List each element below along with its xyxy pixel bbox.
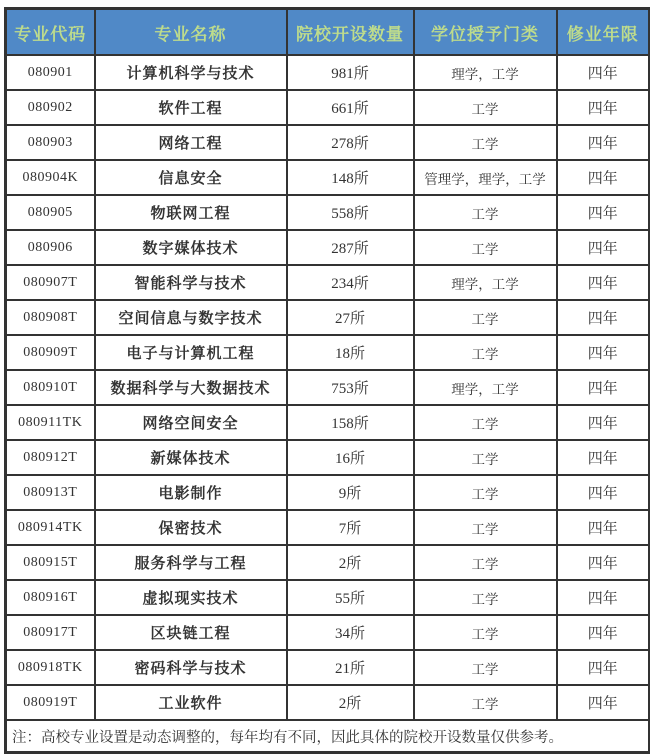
degree-category-cell: 工学 xyxy=(414,545,557,580)
major-name-cell: 网络工程 xyxy=(95,125,287,160)
degree-category-cell: 工学 xyxy=(414,125,557,160)
major-code-cell: 080909T xyxy=(6,335,95,370)
note-row xyxy=(6,720,650,753)
table-row xyxy=(6,510,650,545)
table-row xyxy=(6,265,650,300)
school-count-cell: 16所 xyxy=(287,440,414,475)
major-code-cell: 080912T xyxy=(6,440,95,475)
major-name-cell: 数据科学与大数据技术 xyxy=(95,370,287,405)
table-row xyxy=(6,195,650,230)
major-name-cell: 网络空间安全 xyxy=(95,405,287,440)
study-years-cell: 四年 xyxy=(557,230,650,265)
study-years-cell: 四年 xyxy=(557,615,650,650)
degree-category-cell: 工学 xyxy=(414,475,557,510)
major-code-cell: 080915T xyxy=(6,545,95,580)
degree-category-cell: 工学 xyxy=(414,90,557,125)
school-count-cell: 278所 xyxy=(287,125,414,160)
study-years-cell: 四年 xyxy=(557,90,650,125)
school-count-cell: 27所 xyxy=(287,300,414,335)
degree-category-cell: 理学，工学 xyxy=(414,370,557,405)
table-row xyxy=(6,615,650,650)
major-code-cell: 080919T xyxy=(6,685,95,720)
school-count-cell: 234所 xyxy=(287,265,414,300)
table-row xyxy=(6,125,650,160)
major-name-cell: 电影制作 xyxy=(95,475,287,510)
study-years-cell: 四年 xyxy=(557,685,650,720)
degree-category-cell: 工学 xyxy=(414,195,557,230)
major-code-cell: 080902 xyxy=(6,90,95,125)
major-name-cell: 工业软件 xyxy=(95,685,287,720)
major-code-cell: 080905 xyxy=(6,195,95,230)
major-name-cell: 智能科学与技术 xyxy=(95,265,287,300)
table-body xyxy=(6,55,650,720)
table-row xyxy=(6,160,650,195)
majors-table xyxy=(4,7,650,754)
degree-category-cell: 工学 xyxy=(414,580,557,615)
study-years-cell: 四年 xyxy=(557,405,650,440)
major-code-cell: 080904K xyxy=(6,160,95,195)
major-code-cell: 080911TK xyxy=(6,405,95,440)
degree-category-cell: 工学 xyxy=(414,440,557,475)
study-years-cell: 四年 xyxy=(557,335,650,370)
study-years-cell: 四年 xyxy=(557,475,650,510)
major-code-cell: 080916T xyxy=(6,580,95,615)
table-row xyxy=(6,440,650,475)
school-count-cell: 661所 xyxy=(287,90,414,125)
degree-category-cell: 理学，工学 xyxy=(414,55,557,90)
degree-category-cell: 管理学，理学，工学 xyxy=(414,160,557,195)
study-years-cell: 四年 xyxy=(557,370,650,405)
school-count-cell: 2所 xyxy=(287,545,414,580)
school-count-cell: 18所 xyxy=(287,335,414,370)
study-years-cell: 四年 xyxy=(557,125,650,160)
table-row xyxy=(6,405,650,440)
study-years-cell: 四年 xyxy=(557,300,650,335)
col-header-degree-category: 学位授予门类 xyxy=(414,9,557,56)
study-years-cell: 四年 xyxy=(557,55,650,90)
major-code-cell: 080913T xyxy=(6,475,95,510)
major-name-cell: 信息安全 xyxy=(95,160,287,195)
degree-category-cell: 工学 xyxy=(414,650,557,685)
degree-category-cell: 工学 xyxy=(414,405,557,440)
major-code-cell: 080907T xyxy=(6,265,95,300)
major-name-cell: 软件工程 xyxy=(95,90,287,125)
school-count-cell: 55所 xyxy=(287,580,414,615)
major-name-cell: 计算机科学与技术 xyxy=(95,55,287,90)
degree-category-cell: 理学，工学 xyxy=(414,265,557,300)
table-row xyxy=(6,580,650,615)
table-row xyxy=(6,300,650,335)
degree-category-cell: 工学 xyxy=(414,230,557,265)
major-code-cell: 080914TK xyxy=(6,510,95,545)
school-count-cell: 34所 xyxy=(287,615,414,650)
major-code-cell: 080918TK xyxy=(6,650,95,685)
major-name-cell: 保密技术 xyxy=(95,510,287,545)
major-code-cell: 080917T xyxy=(6,615,95,650)
school-count-cell: 148所 xyxy=(287,160,414,195)
school-count-cell: 981所 xyxy=(287,55,414,90)
degree-category-cell: 工学 xyxy=(414,685,557,720)
study-years-cell: 四年 xyxy=(557,160,650,195)
major-name-cell: 虚拟现实技术 xyxy=(95,580,287,615)
school-count-cell: 558所 xyxy=(287,195,414,230)
study-years-cell: 四年 xyxy=(557,510,650,545)
major-code-cell: 080908T xyxy=(6,300,95,335)
major-name-cell: 区块链工程 xyxy=(95,615,287,650)
degree-category-cell: 工学 xyxy=(414,300,557,335)
major-name-cell: 密码科学与技术 xyxy=(95,650,287,685)
major-name-cell: 物联网工程 xyxy=(95,195,287,230)
major-code-cell: 080910T xyxy=(6,370,95,405)
col-header-major-name: 专业名称 xyxy=(95,9,287,56)
study-years-cell: 四年 xyxy=(557,195,650,230)
school-count-cell: 7所 xyxy=(287,510,414,545)
school-count-cell: 287所 xyxy=(287,230,414,265)
table-row xyxy=(6,475,650,510)
table-row xyxy=(6,90,650,125)
school-count-cell: 158所 xyxy=(287,405,414,440)
school-count-cell: 9所 xyxy=(287,475,414,510)
school-count-cell: 21所 xyxy=(287,650,414,685)
col-header-study-years: 修业年限 xyxy=(557,9,650,56)
degree-category-cell: 工学 xyxy=(414,615,557,650)
major-code-cell: 080901 xyxy=(6,55,95,90)
table-row xyxy=(6,650,650,685)
school-count-cell: 753所 xyxy=(287,370,414,405)
major-name-cell: 空间信息与数字技术 xyxy=(95,300,287,335)
major-name-cell: 电子与计算机工程 xyxy=(95,335,287,370)
major-name-cell: 数字媒体技术 xyxy=(95,230,287,265)
major-name-cell: 服务科学与工程 xyxy=(95,545,287,580)
study-years-cell: 四年 xyxy=(557,265,650,300)
school-count-cell: 2所 xyxy=(287,685,414,720)
degree-category-cell: 工学 xyxy=(414,335,557,370)
header-row xyxy=(6,9,650,56)
study-years-cell: 四年 xyxy=(557,440,650,475)
study-years-cell: 四年 xyxy=(557,545,650,580)
col-header-major-code: 专业代码 xyxy=(6,9,95,56)
table-row xyxy=(6,685,650,720)
table-row xyxy=(6,335,650,370)
col-header-school-count: 院校开设数量 xyxy=(287,9,414,56)
table-row xyxy=(6,230,650,265)
note-text: 注：高校专业设置是动态调整的，每年均有不同，因此具体的院校开设数量仅供参考。 xyxy=(6,720,650,753)
major-name-cell: 新媒体技术 xyxy=(95,440,287,475)
table-row xyxy=(6,370,650,405)
degree-category-cell: 工学 xyxy=(414,510,557,545)
table-row xyxy=(6,55,650,90)
major-code-cell: 080903 xyxy=(6,125,95,160)
table-row xyxy=(6,545,650,580)
study-years-cell: 四年 xyxy=(557,650,650,685)
study-years-cell: 四年 xyxy=(557,580,650,615)
major-code-cell: 080906 xyxy=(6,230,95,265)
